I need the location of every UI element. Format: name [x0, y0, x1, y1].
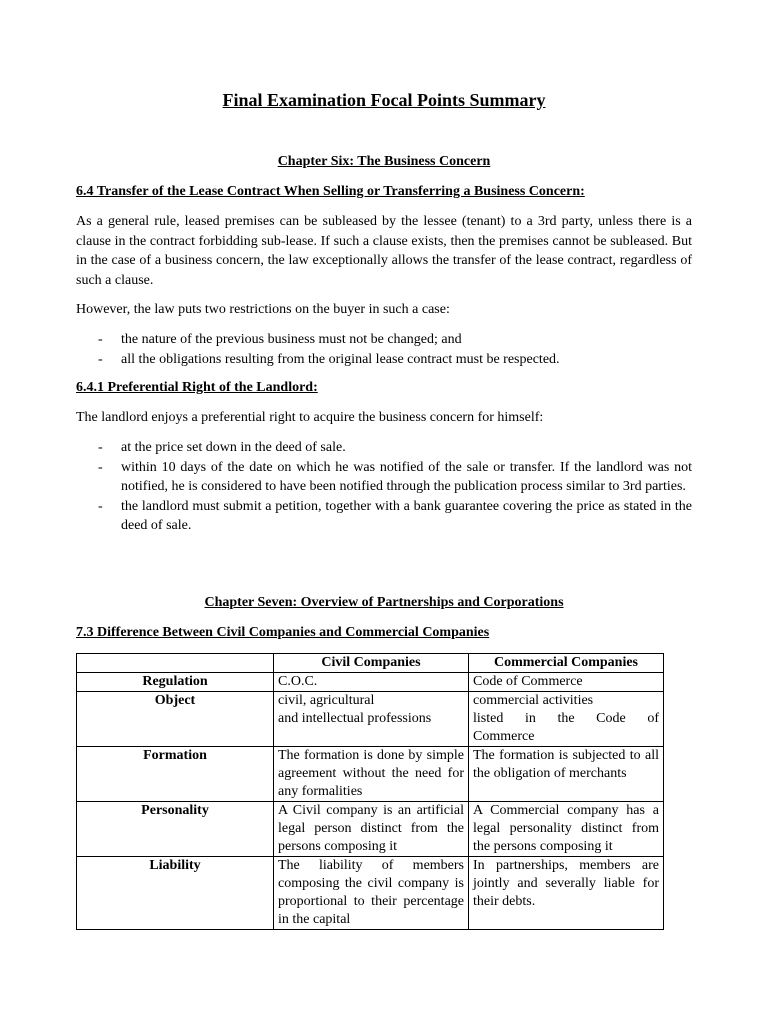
document-title: Final Examination Focal Points Summary — [222, 90, 546, 110]
row-label-liability: Liability — [77, 857, 274, 930]
cell-line: listed in the Code of Commerce — [473, 711, 659, 744]
list-item — [76, 458, 692, 497]
row-label-formation: Formation — [77, 747, 274, 802]
cell-civil-object — [274, 692, 469, 747]
comparison-table — [76, 653, 664, 930]
dash-bullet: - — [98, 332, 103, 347]
list-item-text: within 10 days of the date on which he was notified of the sale or transfer. If the landlord was not notified, he is considered to have been notified through the publication process similar to 3rd parties. — [121, 459, 692, 494]
cell-line: commercial activities — [473, 693, 594, 708]
section-6-4-1-heading: 6.4.1 Preferential Right of the Landlord: — [76, 380, 318, 395]
cell-commercial-regulation: Code of Commerce — [469, 673, 664, 692]
dash-bullet: - — [98, 440, 103, 455]
list-item — [76, 330, 692, 350]
cell-civil-regulation: C.O.C. — [274, 673, 469, 692]
cell-commercial-personality: A Commercial company has a legal personality distinct from the persons composing it — [469, 802, 664, 857]
table-header-blank — [77, 654, 274, 673]
row-label-personality: Personality — [77, 802, 274, 857]
table-header-commercial: Commercial Companies — [469, 654, 664, 673]
chapter-seven-title: Chapter Seven: Overview of Partnerships and Corporations — [204, 595, 564, 610]
table-row — [77, 802, 664, 857]
list-item-text: at the price set down in the deed of sale. — [121, 440, 346, 455]
list-item — [76, 497, 692, 536]
cell-commercial-object — [469, 692, 664, 747]
dash-bullet: - — [98, 459, 103, 475]
section-6-4-heading: 6.4 Transfer of the Lease Contract When Selling or Transferring a Business Concern: — [76, 184, 585, 199]
section-6-4-restrictions-list — [76, 330, 692, 369]
cell-line: civil, agricultural — [278, 693, 375, 708]
table-header-row — [77, 654, 664, 673]
cell-commercial-liability: In partnerships, members are jointly and severally liable for their debts. — [469, 857, 664, 930]
section-6-4-paragraph-1: As a general rule, leased premises can be subleased by the lessee (tenant) to a 3rd party, unless there is a clause in the contract forbidding sub-lease. If such a clause exists, then the premises cannot be subleased. But in the case of a business concern, the law exceptionally allows the transfer of the lease contract, regardless of such a clause. — [76, 214, 692, 288]
cell-line: and intellectual professions — [278, 711, 432, 726]
row-label-regulation: Regulation — [77, 673, 274, 692]
table-row — [77, 692, 664, 747]
section-6-4-paragraph-2: However, the law puts two restrictions on the buyer in such a case: — [76, 302, 450, 317]
section-6-4-1-conditions-list — [76, 438, 692, 536]
list-item — [76, 350, 692, 370]
chapter-six-title: Chapter Six: The Business Concern — [277, 154, 491, 169]
list-item — [76, 438, 692, 458]
table-row — [77, 857, 664, 930]
list-item-text: the nature of the previous business must not be changed; and — [121, 332, 462, 347]
table-row — [77, 747, 664, 802]
section-7-3-heading: 7.3 Difference Between Civil Companies and Commercial Companies — [76, 625, 490, 640]
dash-bullet: - — [98, 351, 103, 367]
cell-civil-formation: The formation is done by simple agreement without the need for any formalities — [274, 747, 469, 802]
section-6-4-1-intro: The landlord enjoys a preferential right to acquire the business concern for himself: — [76, 410, 544, 425]
dash-bullet: - — [98, 498, 103, 514]
cell-commercial-formation: The formation is subjected to all the obligation of merchants — [469, 747, 664, 802]
cell-civil-personality: A Civil company is an artificial legal person distinct from the persons composing it — [274, 802, 469, 857]
table-row — [77, 673, 664, 692]
table-header-civil: Civil Companies — [274, 654, 469, 673]
list-item-text: all the obligations resulting from the original lease contract must be respected. — [121, 351, 560, 367]
list-item-text: the landlord must submit a petition, together with a bank guarantee covering the price as stated in the deed of sale. — [121, 498, 692, 533]
row-label-object: Object — [77, 692, 274, 747]
cell-civil-liability: The liability of members composing the civil company is proportional to their percentage in the capital — [274, 857, 469, 930]
